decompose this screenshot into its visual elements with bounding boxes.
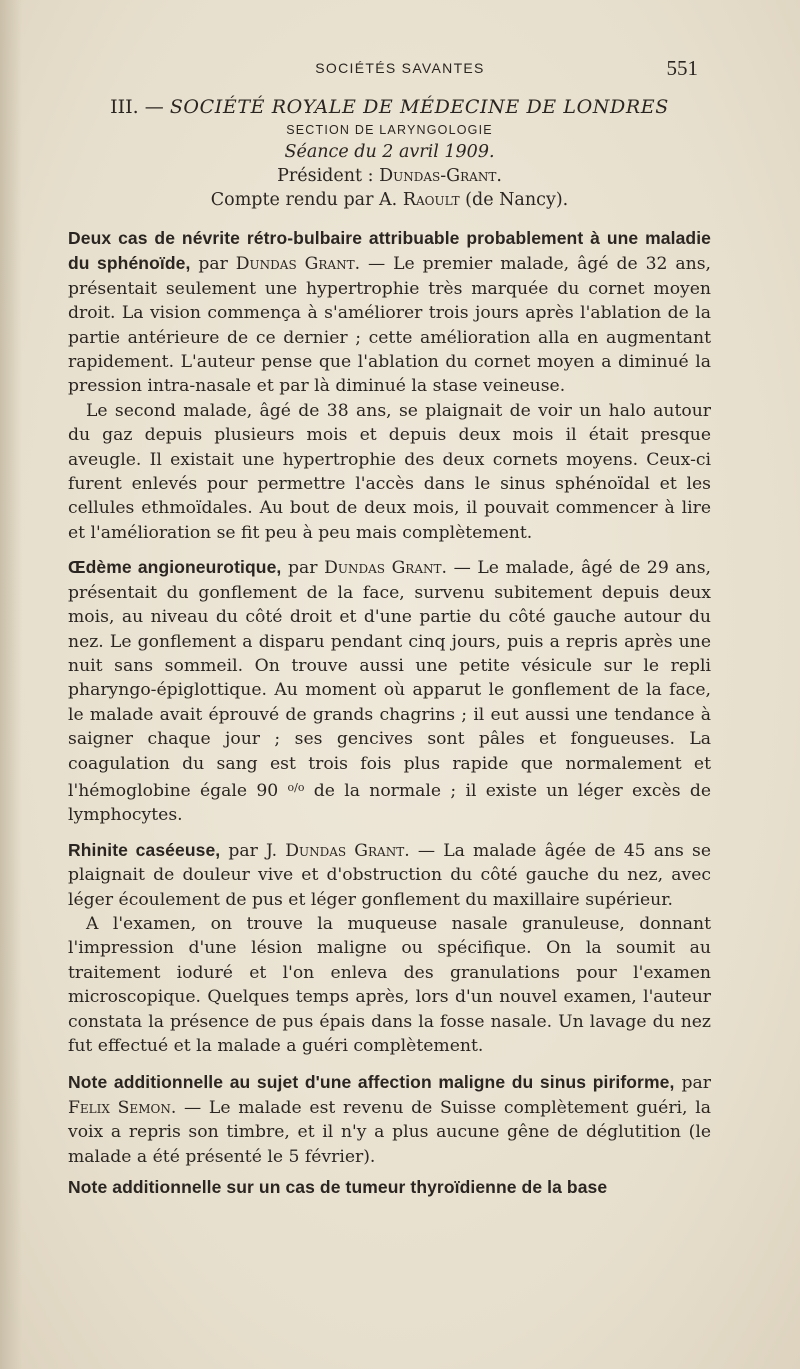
compte-prefix: Compte rendu par A. <box>210 190 403 210</box>
society-name: SOCIÉTÉ ROYALE DE MÉDECINE DE LONDRES <box>169 96 669 118</box>
compte-rendu-line <box>68 188 711 212</box>
section-title: SECTION DE LARYNGOLOGIE <box>286 123 493 137</box>
article-title: Note additionnelle sur un cas de tumeur thyroïdienne de la base <box>68 1177 608 1198</box>
article-by: par <box>674 1073 711 1094</box>
article-note-sinus <box>68 1070 711 1169</box>
article-text: — Le malade, âgé de 29 ans, présentait du gonflement de la face, survenu subitement depuis deux mois, au niveau du côté droit et d'une partie du côté gauche autour du nez. Le gonflement a disparu pendant cinq jours, puis a repris après une nuit sans sommeil. On trouve aussi une petite vésicule sur le repli pharyngo-épiglottique. Au moment où apparut le gonflement de la face, le malade avait éprouvé de grands chagrins ; il eut aussi une tendance à saigner chaque jour ; ses gencives sont pâles et fongueuses. La coagulation du sang est trois fois plus rapide que normalement et l'hémoglobine égale 90 <box>68 558 712 801</box>
page-binding-shadow <box>0 0 22 1369</box>
spacer <box>68 545 711 555</box>
article-text: — Le malade est revenu de Suisse complètement guéri, la voix a repris son timbre, et il n'y a plus aucune gêne de déglutition (le malade a été présenté le 5 février). <box>68 1097 711 1167</box>
spacer <box>68 828 711 838</box>
article-title: Deux cas de névrite rétro-bulbaire attribuable probablement à une maladie du sphénoïde, <box>68 228 711 274</box>
article-text: — Le premier malade, âgé de 32 ans, présentait seulement une hypertrophie très marquée du cornet moyen droit. La vision commença à s'améliorer trois jours après l'ablation de la partie antérieure de ce dernier ; cette amélioration alla en augmentant rapidement. L'auteur pense que l'ablation du cornet moyen a diminué la pression intra-nasale et par là diminué la stase veineuse. <box>68 254 711 397</box>
article-nevrite <box>68 226 711 399</box>
spacer <box>68 1058 711 1070</box>
article-oedeme <box>68 555 711 827</box>
seance-date: Séance du 2 avril 1909. <box>284 142 495 162</box>
society-heading <box>68 96 711 118</box>
article-note-thyroid <box>68 1175 711 1200</box>
article-title: Œdème angioneurotique, <box>68 557 282 578</box>
running-head <box>0 58 800 82</box>
article-text-end: de la normale ; il existe un léger excès de lymphocytes. <box>68 780 711 826</box>
running-head-title: SOCIÉTÉS SAVANTES <box>315 60 485 76</box>
article-author: Felix Semon. <box>68 1097 177 1118</box>
article-text: — La malade âgée de 45 ans se plaignait de douleur vive et d'obstruction du côté gauche du nez, avec léger écoulement de pus et léger gonflement du maxillaire supérieur. <box>68 840 712 910</box>
article-paragraph: Le second malade, âgé de 38 ans, se plaignait de voir un halo autour du gaz depuis plusieurs mois et depuis deux mois il était presque aveugle. Il existait une hypertrophie des deux cornets moyens. Ceux-ci furent enlevés pour permettre l'accès dans le sinus sphénoïdal et les cellules ethmoïdales. Au bout de deux mois, il pouvait commencer à lire et l'amélioration se fit peu à peu mais complètement. <box>68 400 711 543</box>
president-prefix: Président : <box>277 166 380 186</box>
percent-sign: o/o <box>287 780 305 794</box>
article-author: Dundas Grant. <box>235 254 361 275</box>
article-by: par <box>281 558 325 579</box>
compte-suffix: (de Nancy). <box>459 190 569 210</box>
article-by: par J. <box>220 840 286 861</box>
spacer <box>68 212 711 226</box>
compte-author: Raoult <box>402 190 460 210</box>
article-author: Dundas Grant. <box>285 840 410 861</box>
article-title: Rhinite caséeuse, <box>68 839 221 860</box>
section-numeral: III. — <box>110 96 164 118</box>
page-content <box>68 96 711 1200</box>
article-author: Dundas Grant. <box>324 558 447 579</box>
president-name: Dundas-Grant. <box>379 166 502 186</box>
article-title: Note additionnelle au sujet d'une affection maligne du sinus piriforme, <box>68 1072 675 1093</box>
page-number: 551 <box>666 56 698 80</box>
article-paragraph: A l'examen, on trouve la muqueuse nasale granuleuse, donnant l'impression d'une lésion maligne ou spécifique. On la soumit au traitement ioduré et l'on enleva des granulations pour l'examen microscopique. Quelques temps après, lors d'un nouvel examen, l'auteur constata la présence de pus épais dans la fosse nasale. Un lavage du nez fut effectué et la malade a guéri complètement. <box>68 913 711 1056</box>
president-line <box>68 164 711 188</box>
article-by: par <box>190 254 236 275</box>
article-rhinite <box>68 838 711 912</box>
